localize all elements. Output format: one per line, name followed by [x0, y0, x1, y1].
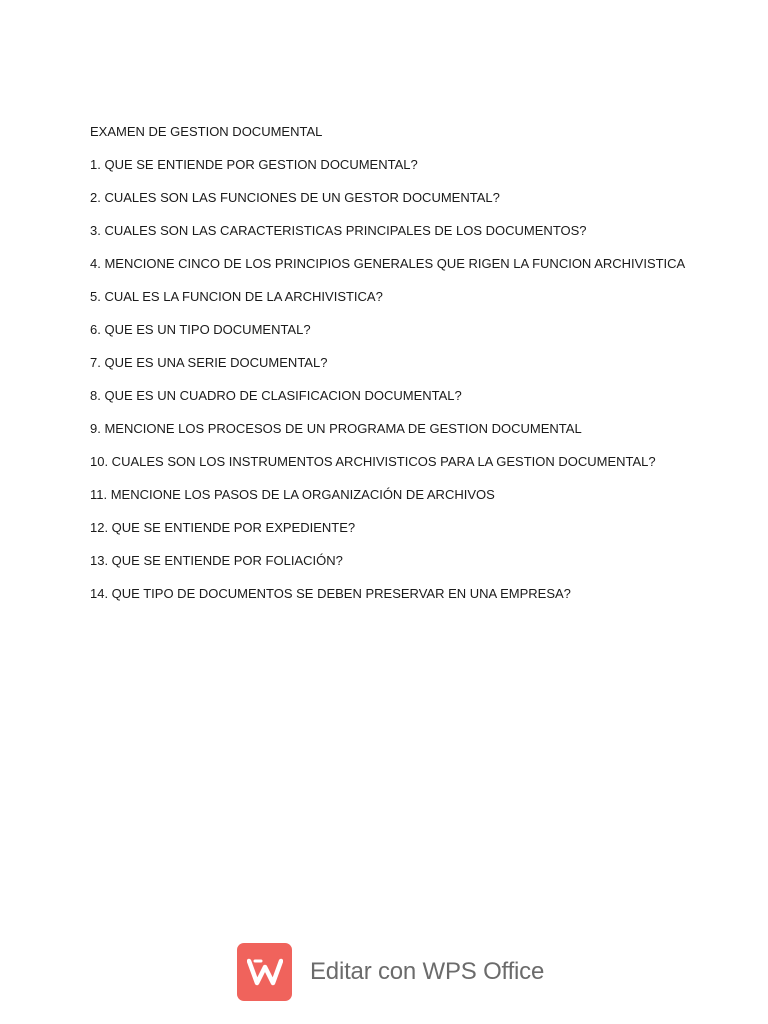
question-4: 4. MENCIONE CINCO DE LOS PRINCIPIOS GENERALES QUE RIGEN LA FUNCION ARCHIVISTICA [90, 256, 686, 271]
question-3: 3. CUALES SON LAS CARACTERISTICAS PRINCIPALES DE LOS DOCUMENTOS? [90, 223, 587, 238]
question-11: 11. MENCIONE LOS PASOS DE LA ORGANIZACIÓN DE ARCHIVOS [90, 487, 495, 502]
question-10: 10. CUALES SON LOS INSTRUMENTOS ARCHIVISTICOS PARA LA GESTION DOCUMENTAL? [90, 454, 656, 469]
question-7: 7. QUE ES UNA SERIE DOCUMENTAL? [90, 355, 328, 370]
edit-with-wps-button[interactable] [237, 943, 544, 1001]
document-title: EXAMEN DE GESTION DOCUMENTAL [90, 124, 323, 139]
question-1: 1. QUE SE ENTIENDE POR GESTION DOCUMENTAL? [90, 157, 418, 172]
question-14: 14. QUE TIPO DE DOCUMENTOS SE DEBEN PRESERVAR EN UNA EMPRESA? [90, 586, 571, 601]
wps-edit-label: Editar con WPS Office [310, 958, 545, 985]
question-2: 2. CUALES SON LAS FUNCIONES DE UN GESTOR DOCUMENTAL? [90, 190, 500, 205]
question-13: 13. QUE SE ENTIENDE POR FOLIACIÓN? [90, 553, 343, 568]
wps-w-glyph-icon [247, 957, 283, 987]
document-body [90, 124, 730, 619]
question-9: 9. MENCIONE LOS PROCESOS DE UN PROGRAMA DE GESTION DOCUMENTAL [90, 421, 582, 436]
wps-office-logo-icon [237, 943, 292, 1001]
question-8: 8. QUE ES UN CUADRO DE CLASIFICACION DOCUMENTAL? [90, 388, 462, 403]
question-5: 5. CUAL ES LA FUNCION DE LA ARCHIVISTICA? [90, 289, 383, 304]
question-12: 12. QUE SE ENTIENDE POR EXPEDIENTE? [90, 520, 356, 535]
question-6: 6. QUE ES UN TIPO DOCUMENTAL? [90, 322, 311, 337]
